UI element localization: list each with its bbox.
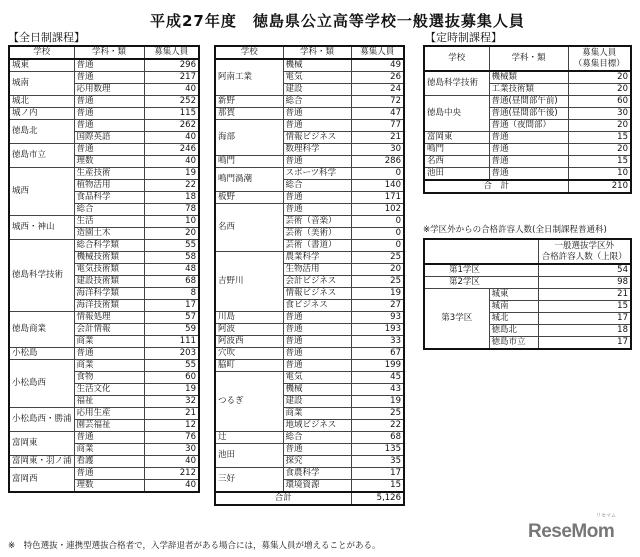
department: 普通 xyxy=(283,204,351,216)
department: 商業 xyxy=(74,444,144,456)
school-name: 富岡東 xyxy=(9,432,74,456)
school-name: つるぎ xyxy=(215,372,283,432)
school-name: 富岡西 xyxy=(9,468,74,493)
enrollment: 135 xyxy=(351,444,404,456)
enrollment: 17 xyxy=(144,300,199,312)
enrollment: 40 xyxy=(144,456,199,468)
table-row xyxy=(424,156,631,168)
enrollment: 262 xyxy=(144,120,199,132)
school-name: 名西 xyxy=(424,156,489,168)
enrollment: 45 xyxy=(351,372,404,384)
department: 普通 xyxy=(283,360,351,372)
department: 探究 xyxy=(283,456,351,468)
district-name: 第1学区 xyxy=(424,264,538,277)
school-name: 川島 xyxy=(215,312,283,324)
enrollment: 296 xyxy=(144,59,199,72)
school-name: 小松島西・勝浦 xyxy=(9,408,74,432)
table-row xyxy=(9,96,199,108)
department: 普通 xyxy=(283,120,351,132)
department: 普通 xyxy=(489,156,568,168)
table-row xyxy=(9,408,199,420)
enrollment: 246 xyxy=(144,144,199,156)
department: 食物 xyxy=(74,372,144,384)
department: 普通 xyxy=(74,120,144,132)
enrollment: 49 xyxy=(351,59,404,72)
school-name: 富岡東・羽ノ浦 xyxy=(9,456,74,468)
school-name: 阿南工業 xyxy=(215,59,283,96)
school-name: 徳島中央 xyxy=(424,96,489,132)
enrollment: 40 xyxy=(144,480,199,493)
department: 普通 xyxy=(74,59,144,72)
school-name: 穴吹 xyxy=(215,348,283,360)
enrollment: 93 xyxy=(351,312,404,324)
school-name: 城東 xyxy=(9,59,74,72)
enrollment: 40 xyxy=(144,84,199,96)
department: 普通(昼間部午前) xyxy=(489,96,568,108)
department: 生活 xyxy=(74,216,144,228)
department: 建設技術類 xyxy=(74,276,144,288)
enrollment: 40 xyxy=(144,132,199,144)
department: 普通 xyxy=(489,168,568,181)
school-name: 板野 xyxy=(215,192,283,204)
department: 芸術（音楽） xyxy=(283,216,351,228)
department: スポーツ科学 xyxy=(283,168,351,180)
table-row xyxy=(215,120,404,132)
department: 機械技術類 xyxy=(74,252,144,264)
column-header: 一般選抜学区外 合格許容人数（上限） xyxy=(538,239,631,264)
enrollment: 140 xyxy=(351,180,404,192)
table-row xyxy=(424,289,631,301)
enrollment: 15 xyxy=(568,132,631,144)
department: 情報処理 xyxy=(74,312,144,324)
department: 普通 xyxy=(74,144,144,156)
school-name: 城西 xyxy=(9,168,74,216)
enrollment: 27 xyxy=(351,300,404,312)
school-name: 吉野川 xyxy=(215,252,283,312)
enrollment: 217 xyxy=(144,72,199,84)
department: 普通 xyxy=(74,468,144,480)
department: 普通 xyxy=(283,192,351,204)
department: 普通 xyxy=(74,432,144,444)
department: 芸術（美術） xyxy=(283,228,351,240)
department: 総合 xyxy=(74,204,144,216)
department: 電気 xyxy=(283,372,351,384)
department: 数理科学 xyxy=(283,144,351,156)
enrollment: 203 xyxy=(144,348,199,360)
department: 芸術（書道） xyxy=(283,240,351,252)
enrollment: 111 xyxy=(144,336,199,348)
table-row xyxy=(9,72,199,84)
enrollment: 20 xyxy=(144,228,199,240)
enrollment: 60 xyxy=(568,96,631,108)
department: 普通(昼間部午後) xyxy=(489,108,568,120)
department: 建設 xyxy=(283,84,351,96)
enrollment: 68 xyxy=(351,432,404,444)
school-name: 徳島商業 xyxy=(9,312,74,348)
department: 普通 xyxy=(74,72,144,84)
department: 総合 xyxy=(283,432,351,444)
table-row xyxy=(424,96,631,108)
enrollment: 24 xyxy=(351,84,404,96)
school-name: 城東 xyxy=(489,289,538,301)
department: 機械類 xyxy=(489,71,568,84)
department: 普通 xyxy=(283,444,351,456)
enrollment: 15 xyxy=(351,480,404,493)
enrollment: 171 xyxy=(351,192,404,204)
department: 普通 xyxy=(283,336,351,348)
fulltime-table-right xyxy=(214,45,405,506)
department: 商業 xyxy=(74,336,144,348)
department: 普通 xyxy=(283,108,351,120)
allowance: 21 xyxy=(538,289,631,301)
column-header: 学科・類 xyxy=(74,46,144,59)
total-row xyxy=(215,492,404,505)
table-row xyxy=(215,252,404,264)
enrollment: 30 xyxy=(144,444,199,456)
enrollment: 25 xyxy=(351,252,404,264)
department: 普通（夜間部） xyxy=(489,120,568,132)
table-row xyxy=(9,108,199,120)
column-header: 募集人員 xyxy=(351,46,404,59)
school-name: 池田 xyxy=(215,444,283,468)
table-row xyxy=(424,168,631,181)
department: 会計情報 xyxy=(74,324,144,336)
enrollment: 48 xyxy=(144,264,199,276)
enrollment: 0 xyxy=(351,168,404,180)
column-header: 募集人員 xyxy=(144,46,199,59)
allowance: 15 xyxy=(538,301,631,313)
enrollment: 199 xyxy=(351,360,404,372)
column-header: 募集人員 （募集目標） xyxy=(568,46,631,71)
enrollment: 30 xyxy=(351,144,404,156)
department: 電気技術類 xyxy=(74,264,144,276)
table-row xyxy=(424,71,631,84)
department: 普通 xyxy=(283,156,351,168)
fulltime-label: 【全日制課程】 xyxy=(8,31,85,44)
parttime-table xyxy=(423,45,632,194)
school-name: 辻 xyxy=(215,432,283,444)
department: 総合 xyxy=(283,96,351,108)
department: 生物活用 xyxy=(283,264,351,276)
enrollment: 193 xyxy=(351,324,404,336)
allowance: 54 xyxy=(538,264,631,277)
outside-table xyxy=(423,238,632,350)
department: 植物活用 xyxy=(74,180,144,192)
school-name: 鳴門渦潮 xyxy=(215,168,283,192)
blank-header xyxy=(424,239,538,264)
enrollment: 19 xyxy=(144,168,199,180)
department: 普通 xyxy=(283,348,351,360)
enrollment: 26 xyxy=(351,72,404,84)
table-row xyxy=(9,144,199,156)
enrollment: 10 xyxy=(144,216,199,228)
department: 園芸福祉 xyxy=(74,420,144,432)
table-row xyxy=(424,132,631,144)
table-row xyxy=(215,312,404,324)
department: 総合 xyxy=(283,180,351,192)
department: 応用数理 xyxy=(74,84,144,96)
department: 普通 xyxy=(74,108,144,120)
table-row xyxy=(215,360,404,372)
header-row xyxy=(424,46,631,71)
department: 商業 xyxy=(283,408,351,420)
enrollment: 10 xyxy=(568,168,631,181)
table-row xyxy=(9,348,199,360)
enrollment: 22 xyxy=(144,180,199,192)
enrollment: 20 xyxy=(351,264,404,276)
school-name: 徳島市立 xyxy=(9,144,74,168)
enrollment: 20 xyxy=(568,84,631,96)
department: 海洋科学類 xyxy=(74,288,144,300)
table-row xyxy=(215,108,404,120)
table-row xyxy=(9,240,199,252)
table-row xyxy=(9,59,199,72)
table-row xyxy=(215,336,404,348)
enrollment: 25 xyxy=(351,408,404,420)
school-name: 城南 xyxy=(489,301,538,313)
table-row xyxy=(215,156,404,168)
school-name: 阿波 xyxy=(215,324,283,336)
department: 環境資源 xyxy=(283,480,351,493)
department: 海洋技術類 xyxy=(74,300,144,312)
school-name: 徳島北 xyxy=(489,325,538,337)
enrollment: 19 xyxy=(351,396,404,408)
school-name: 海部 xyxy=(215,120,283,156)
school-name: 徳島北 xyxy=(9,120,74,144)
enrollment: 47 xyxy=(351,108,404,120)
school-name: 城北 xyxy=(489,313,538,325)
allowance: 98 xyxy=(538,277,631,289)
school-name: 三好 xyxy=(215,468,283,493)
department: 建設 xyxy=(283,396,351,408)
school-name: 徳島市立 xyxy=(489,337,538,350)
school-name: 小松島西 xyxy=(9,360,74,408)
enrollment: 20 xyxy=(568,144,631,156)
table-row xyxy=(424,144,631,156)
department: 機械 xyxy=(283,384,351,396)
logo-text: ReseMom xyxy=(528,521,615,542)
department: 電気 xyxy=(283,72,351,84)
department: 理数 xyxy=(74,480,144,493)
table-row xyxy=(215,348,404,360)
footnote: ※ 特色選抜・連携型選抜合格者で，入学辞退者がある場合には，募集人員が増えることがある。 xyxy=(8,541,381,551)
enrollment: 40 xyxy=(144,156,199,168)
total-label: 合 計 xyxy=(424,180,568,193)
department: 普通 xyxy=(74,96,144,108)
school-name: 小松島 xyxy=(9,348,74,360)
department: 普通 xyxy=(283,324,351,336)
department: 生活文化 xyxy=(74,384,144,396)
enrollment: 17 xyxy=(351,468,404,480)
enrollment: 67 xyxy=(351,348,404,360)
department: 会計ビジネス xyxy=(283,276,351,288)
department: 総合科学類 xyxy=(74,240,144,252)
enrollment: 43 xyxy=(351,384,404,396)
enrollment: 0 xyxy=(351,228,404,240)
table-row xyxy=(215,96,404,108)
district-name: 第3学区 xyxy=(424,289,489,350)
table-row xyxy=(215,468,404,480)
school-name: 鳴門 xyxy=(424,144,489,156)
school-name: 阿波西 xyxy=(215,336,283,348)
school-name: 城西・神山 xyxy=(9,216,74,240)
enrollment: 59 xyxy=(144,324,199,336)
department: 理数 xyxy=(74,156,144,168)
enrollment: 60 xyxy=(144,372,199,384)
school-name: 城南 xyxy=(9,72,74,96)
column-header: 学科・類 xyxy=(283,46,351,59)
logo-sub: リセマム xyxy=(596,513,616,519)
table-row xyxy=(215,59,404,72)
column-header: 学科・類 xyxy=(489,46,568,71)
department: 食品科学 xyxy=(74,192,144,204)
enrollment: 58 xyxy=(144,252,199,264)
department: 看護 xyxy=(74,456,144,468)
table-row xyxy=(9,312,199,324)
enrollment: 12 xyxy=(144,420,199,432)
department: 普通 xyxy=(283,312,351,324)
table-row xyxy=(215,432,404,444)
department: 情報ビジネス xyxy=(283,288,351,300)
enrollment: 8 xyxy=(144,288,199,300)
department: 食農科学 xyxy=(283,468,351,480)
enrollment: 55 xyxy=(144,360,199,372)
school-name: 脇町 xyxy=(215,360,283,372)
outside-label: ※学区外からの合格許容人数(全日制課程普通科) xyxy=(423,225,607,235)
enrollment: 25 xyxy=(351,276,404,288)
enrollment: 72 xyxy=(351,96,404,108)
enrollment: 78 xyxy=(144,204,199,216)
table-row xyxy=(9,456,199,468)
department: 情報ビジネス xyxy=(283,132,351,144)
table-row xyxy=(9,120,199,132)
allowance: 18 xyxy=(538,325,631,337)
enrollment: 0 xyxy=(351,216,404,228)
table-row xyxy=(215,324,404,336)
department: 生産技術 xyxy=(74,168,144,180)
enrollment: 68 xyxy=(144,276,199,288)
department: 商業 xyxy=(74,360,144,372)
column-header: 学校 xyxy=(9,46,74,59)
table-row xyxy=(215,372,404,384)
resemom-logo xyxy=(528,522,614,542)
table-row xyxy=(215,192,404,204)
school-name: 名西 xyxy=(215,204,283,252)
department: 地域ビジネス xyxy=(283,420,351,432)
table-row xyxy=(215,168,404,180)
department: 工業技術類 xyxy=(489,84,568,96)
department: 普通 xyxy=(489,144,568,156)
table-row xyxy=(9,432,199,444)
enrollment: 22 xyxy=(351,420,404,432)
enrollment: 0 xyxy=(351,240,404,252)
enrollment: 286 xyxy=(351,156,404,168)
department: 造園土木 xyxy=(74,228,144,240)
column-header: 学校 xyxy=(215,46,283,59)
enrollment: 76 xyxy=(144,432,199,444)
header-row xyxy=(9,46,199,59)
school-name: 池田 xyxy=(424,168,489,181)
school-name: 城ノ内 xyxy=(9,108,74,120)
enrollment: 20 xyxy=(568,71,631,84)
department: 食ビジネス xyxy=(283,300,351,312)
parttime-label: 【定時制課程】 xyxy=(425,31,502,44)
total-value: 5,126 xyxy=(351,492,404,505)
table-row xyxy=(424,264,631,277)
enrollment: 55 xyxy=(144,240,199,252)
allowance: 17 xyxy=(538,313,631,325)
enrollment: 21 xyxy=(144,408,199,420)
department: 機械 xyxy=(283,59,351,72)
table-row xyxy=(9,468,199,480)
enrollment: 102 xyxy=(351,204,404,216)
enrollment: 19 xyxy=(144,384,199,396)
school-name: 新野 xyxy=(215,96,283,108)
department: 普通 xyxy=(74,348,144,360)
total-row xyxy=(424,180,631,193)
table-row xyxy=(9,216,199,228)
enrollment: 20 xyxy=(568,120,631,132)
school-name: 城北 xyxy=(9,96,74,108)
total-label: 合計 xyxy=(215,492,351,505)
enrollment: 57 xyxy=(144,312,199,324)
allowance: 17 xyxy=(538,337,631,350)
department: 応用生産 xyxy=(74,408,144,420)
enrollment: 35 xyxy=(351,456,404,468)
total-value: 210 xyxy=(568,180,631,193)
table-row xyxy=(9,168,199,180)
enrollment: 21 xyxy=(351,132,404,144)
table-row xyxy=(215,204,404,216)
table-row xyxy=(215,444,404,456)
table-row xyxy=(424,277,631,289)
enrollment: 212 xyxy=(144,468,199,480)
header-row xyxy=(215,46,404,59)
enrollment: 32 xyxy=(144,396,199,408)
department: 福祉 xyxy=(74,396,144,408)
school-name: 鳴門 xyxy=(215,156,283,168)
page-title: 平成27年度 徳島県公立高等学校一般選抜募集人員 xyxy=(150,12,525,30)
school-name: 那賀 xyxy=(215,108,283,120)
table-row xyxy=(9,360,199,372)
enrollment: 15 xyxy=(568,156,631,168)
enrollment: 30 xyxy=(568,108,631,120)
enrollment: 252 xyxy=(144,96,199,108)
enrollment: 115 xyxy=(144,108,199,120)
fulltime-table-left xyxy=(8,45,200,493)
enrollment: 77 xyxy=(351,120,404,132)
enrollment: 19 xyxy=(351,288,404,300)
district-name: 第2学区 xyxy=(424,277,538,289)
department: 普通 xyxy=(489,132,568,144)
department: 農業科学 xyxy=(283,252,351,264)
enrollment: 33 xyxy=(351,336,404,348)
enrollment: 18 xyxy=(144,192,199,204)
department: 国際英語 xyxy=(74,132,144,144)
school-name: 富岡東 xyxy=(424,132,489,144)
column-header: 学校 xyxy=(424,46,489,71)
school-name: 徳島科学技術 xyxy=(424,71,489,96)
header-row xyxy=(424,239,631,264)
school-name: 徳島科学技術 xyxy=(9,240,74,312)
